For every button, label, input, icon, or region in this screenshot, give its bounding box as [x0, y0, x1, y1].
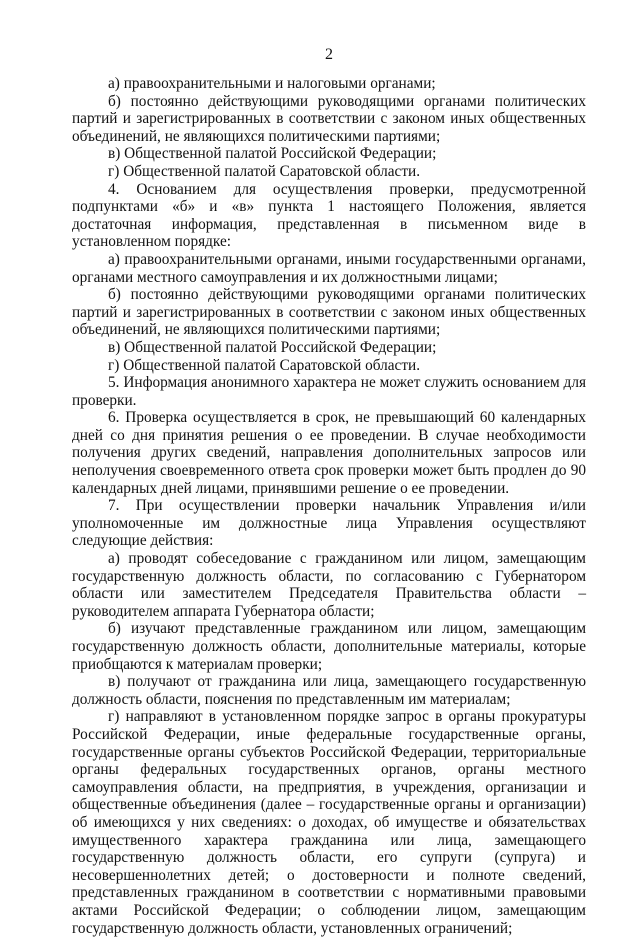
paragraph-6: 6. Проверка осуществляется в срок, не превышающий 60 календарных дней со дня принятия решения о ее проведении. В случае необходимости получения других сведений, направления дополнительных запросов или неполучения своевременного ответа срок проверки может быть продлен до 90 календарных дней лицами, принявшими решение о ее проведении. — [72, 409, 586, 497]
paragraph-4v: в) Общественной палатой Российской Федерации; — [108, 338, 437, 356]
paragraph-3a: а) правоохранительными и налоговыми органами; — [108, 75, 436, 92]
paragraph-5: 5. Информация анонимного характера не может служить основанием для проверки. — [72, 374, 586, 409]
paragraph-7a: а) проводят собеседование с гражданином или лицом, замещающим государственную должность области, по согласованию с Губернатором области или заместителем Председателя Правительства области – руководителем аппарата Губернатора области; — [72, 550, 586, 620]
paragraph-7: 7. При осуществлении проверки начальник Управления и/или уполномоченные им должностные лица Управления осуществляют следующие действия: — [72, 497, 586, 550]
paragraph-4a: а) правоохранительными органами, иными государственными органами, органами местного самоуправления и их должностными лицами; — [72, 250, 586, 286]
paragraph-3v: в) Общественной палатой Российской Федерации; — [108, 145, 437, 163]
paragraph-4b: б) постоянно действующими руководящими органами политических партий и зарегистрированных в соответствии с законом иных общественных объединений, не являющихся политическими партиями; — [72, 286, 586, 339]
paragraph-4: 4. Основанием для осуществления проверки, предусмотренной подпунктами «б» и «в» пункта 1 настоящего Положения, является достаточная информация, представленная в письменном виде в установленном порядке: — [72, 180, 586, 251]
page-number: 2 — [325, 46, 333, 63]
paragraph-4g: г) Общественной палатой Саратовской области. — [108, 356, 421, 374]
paragraph-7b: б) изучают представленные гражданином или лицом, замещающим государственную должность области, дополнительные материалы, которые приобщаются к материалам проверки; — [72, 620, 586, 673]
paragraph-7v: в) получают от гражданина или лица, замещающего государственную должность области, пояснения по представленным им материалам; — [72, 673, 586, 708]
paragraph-3b: б) постоянно действующими руководящими органами политических партий и зарегистрированных в соответствии с законом иных общественных объединений, не являющихся политическими партиями; — [72, 92, 586, 145]
paragraph-7g: г) направляют в установленном порядке запрос в органы прокуратуры Российской Федерации, иные федеральные государственные органы, государственные органы субъектов Российской Федерации, территориальные органы федеральных государственных органов, органы местного самоуправления области, на предприятия, в учреждения, организации и общественные объединения (далее – государственные органы и организации) об имеющихся у них сведениях: о доходах, об имуществе и обязательствах имущественного характера гражданина или лица, замещающего государственную должность области, его супруги (супруга) и несовершеннолетних детей; о достоверности и полноте сведений, представленных гражданином в соответствии с нормативными правовыми актами Российской Федерации; о соблюдении лицом, замещающим государственную должность области, установленных ограничений; — [72, 708, 586, 937]
paragraph-3g: г) Общественной палатой Саратовской области. — [108, 162, 421, 180]
